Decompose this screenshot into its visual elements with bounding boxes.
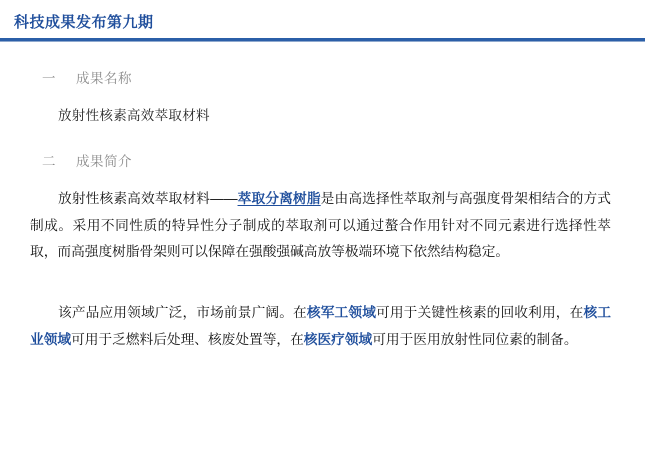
section-label: 成果名称 [76,71,132,86]
paragraph-text-segment: 该产品应用领域广泛，市场前景广阔。在 [58,305,307,321]
keyword-extraction-resin: 萃取分离树脂 [237,191,321,206]
keyword-nuclear-military: 核军工领域 [306,305,377,321]
section-label: 成果简介 [76,154,132,169]
paragraph-text-segment: 是由高选择性萃取剂与高强度骨架相结合的方式制成。采用不同性质的特异性分子制成的萃取剂可以通过螯合作用针对不同元素进行选择性萃取，而高强度树脂骨架则可以保障在强酸强碱高放等极端环境下依然结构稳定。 [30,191,611,260]
keyword-nuclear-industry: 核工业领域 [30,305,611,347]
document-header [0,11,645,41]
section-number: 二 [42,154,56,169]
paragraph-text-segment: 可用于乏燃料后处理、核废处置等，在 [71,331,304,347]
intro-paragraph-1 [28,186,617,266]
document-page [0,11,645,458]
intro-paragraph-2 [28,300,617,353]
section-heading-name [28,67,617,87]
section-heading-intro [28,150,617,170]
page-title: 科技成果发布第九期 [14,14,154,31]
keyword-nuclear-medical: 核医疗领域 [303,331,373,347]
header-divider-thin [0,41,645,42]
paragraph-text-segment: 放射性核素高效萃取材料—— [58,191,238,206]
document-body [0,67,645,354]
achievement-name-value: 放射性核素高效萃取材料 [58,108,210,123]
section-number: 一 [42,71,56,86]
paragraph-text-segment: 可用于医用放射性同位素的制备。 [372,331,578,347]
paragraph-text-segment: 可用于关键性核素的回收利用，在 [376,305,584,321]
